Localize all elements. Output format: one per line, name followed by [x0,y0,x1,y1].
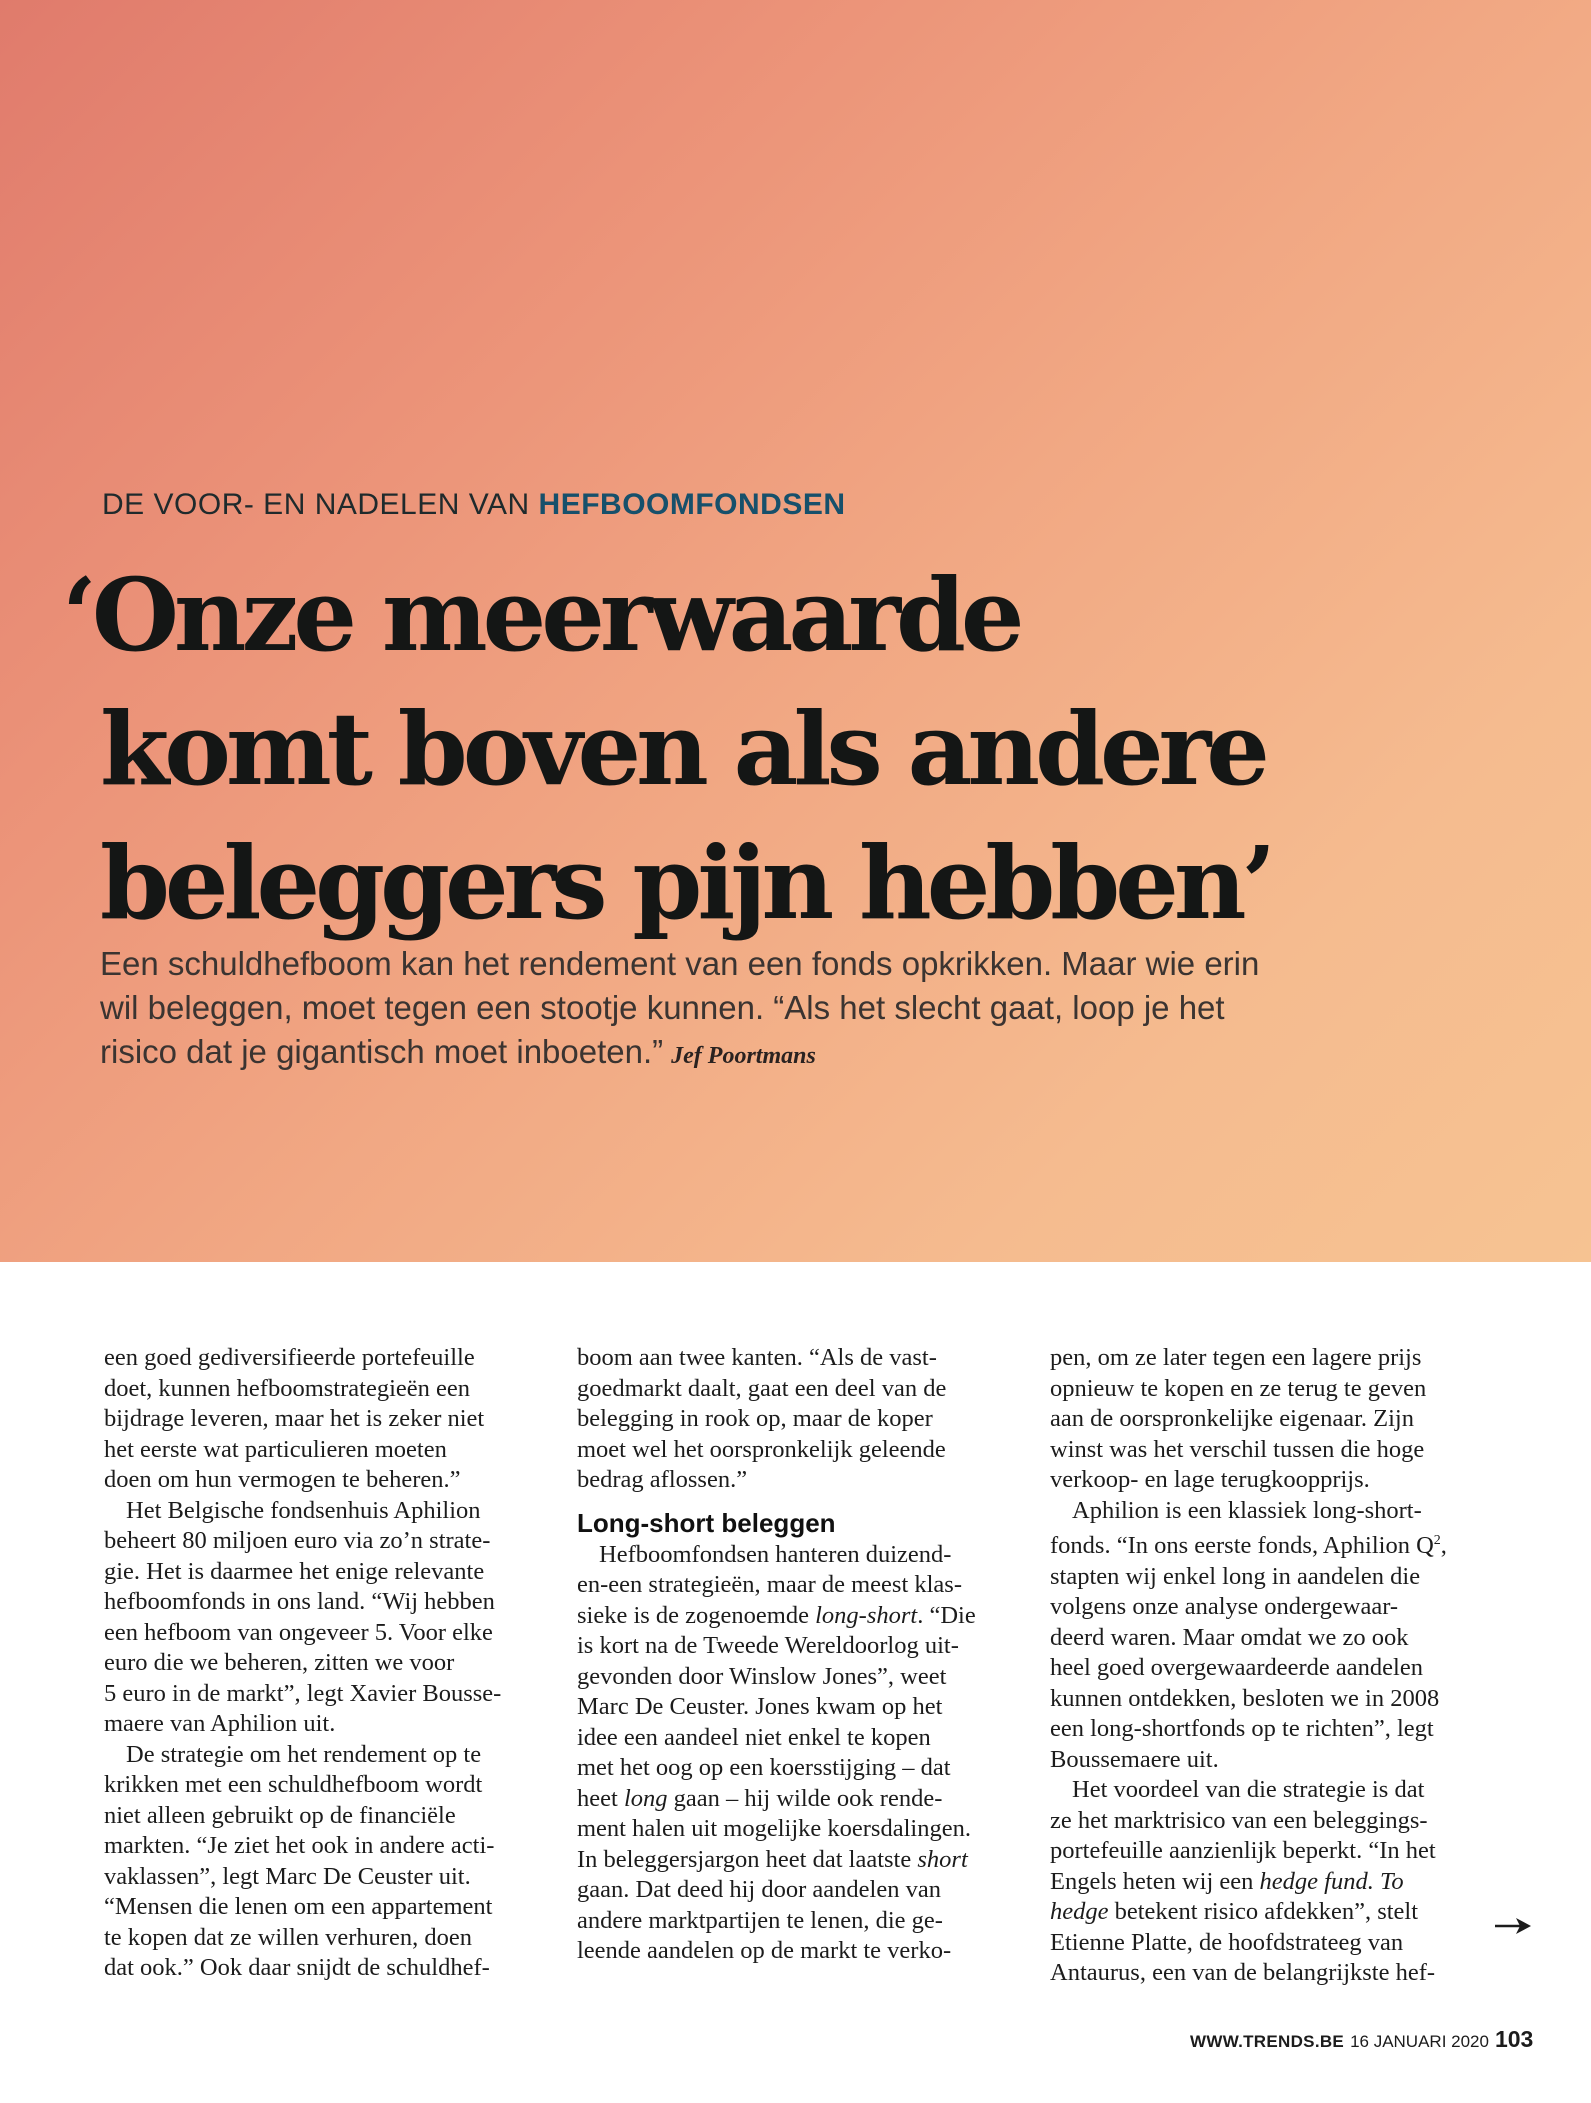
body-line: een hefboom van ongeveer 5. Voor elke [104,1618,493,1646]
body-line [1050,1897,1486,1928]
body-line: Het voordeel van die strategie is dat [1072,1776,1425,1804]
body-line: het eerste wat particulieren moeten [104,1435,447,1463]
body-line: belegging in rook op, maar de koper [577,1405,933,1432]
body-text: gaan – hij wilde ook rende- [667,1784,943,1812]
italic-term: hedge fund. To [1259,1867,1404,1895]
body-line: idee een aandeel niet enkel te kopen [577,1723,931,1751]
body-line: doet, kunnen hefboomstrategieën een [104,1374,471,1402]
body-line: Aphilion is een klassiek long-short- [1072,1496,1422,1524]
body-line: Antaurus, een van de belangrijkste hef- [1050,1959,1436,1987]
body-line: stapten wij enkel long in aandelen die [1050,1562,1421,1590]
body-line: gaan. Dat deed hij door aandelen van [577,1876,941,1903]
headline [62,548,1542,950]
body-line: euro die we beheren, zitten we voor [104,1649,455,1676]
body-line: pen, om ze later tegen een lagere prijs [1050,1344,1422,1371]
kicker-text: DE VOOR- EN NADELEN VAN [102,488,539,521]
standfirst-line-1: Een schuldhefboom kan het rendement van een fonds opkrikken. Maar wie erin [100,945,1260,982]
body-line: te kopen dat ze willen verhuren, doen [104,1923,473,1951]
body-line: leende aandelen op de markt te verko- [577,1937,952,1964]
body-line: een goed gediversifieerde portefeuille [104,1344,475,1371]
body-line: kunnen ontdekken, besloten we in 2008 [1050,1684,1440,1712]
body-line: boom aan twee kanten. “Als de vast- [577,1344,937,1371]
kicker-highlight: HEFBOOMFONDSEN [538,488,846,521]
standfirst-line-3: risico dat je gigantisch moet inboeten.” [100,1033,664,1070]
body-line: niet alleen gebruikt op de financiële [104,1801,456,1829]
body-line: hefboomfonds in ons land. “Wij hebben [104,1588,495,1615]
body-line: De strategie om het rendement op te [126,1740,482,1768]
body-line: vaklassen”, legt Marc De Ceuster uit. [104,1862,471,1890]
body-text: heet [577,1784,624,1812]
body-line: gie. Het is daarmee het enige relevante [104,1557,485,1585]
body-line [577,1601,1013,1632]
body-line: verkoop- en lage terugkoopprijs. [1050,1466,1370,1493]
body-line: 5 euro in de markt”, legt Xavier Bousse- [104,1679,502,1707]
body-text: , [1440,1532,1447,1560]
body-line: volgens onze analyse ondergewaar- [1050,1593,1399,1621]
headline-line-2: komt boven als andere [100,690,1265,808]
italic-term: long [623,1784,668,1812]
page-number: 103 [1494,2026,1534,2052]
body-line [1050,1526,1486,1562]
body-line: ment halen uit mogelijke koersdalingen. [577,1815,971,1842]
arrow-right-icon [1494,1916,1532,1936]
body-line: en-een strategieën, maar de meest klas- [577,1571,963,1598]
body-line: bijdrage leveren, maar het is zeker niet [104,1405,485,1432]
body-line: maere van Aphilion uit. [104,1710,336,1737]
page-footer [1190,2026,1533,2053]
body-text: . “Die [917,1601,976,1629]
body-line: doen om hun vermogen te beheren.” [104,1466,461,1493]
body-line [577,1845,1013,1876]
body-line: Marc De Ceuster. Jones kwam op het [577,1693,943,1720]
body-line: Het Belgische fondsenhuis Aphilion [126,1496,481,1524]
article-column-1 [104,1343,540,1984]
footer-date: 16 JANUARI 2020 [1350,2032,1489,2051]
body-line: “Mensen die lenen om een appartement [104,1893,493,1920]
body-line: krikken met een schuldhefboom wordt [104,1771,483,1798]
body-line [577,1784,1013,1815]
body-line: heel goed overgewaardeerde aandelen [1050,1654,1423,1682]
section-kicker [102,488,846,522]
section-subheading: Long-short beleggen [577,1507,836,1538]
author-byline: Jef Poortmans [671,1043,816,1069]
article-column-3 [1050,1343,1486,1989]
body-text: sieke is de zogenoemde [577,1601,816,1629]
body-line: een long-shortfonds op te richten”, legt [1050,1715,1434,1743]
body-line: opnieuw te kopen en ze terug te geven [1050,1374,1427,1402]
headline-line-1: ‘Onze meerwaarde [62,556,1020,674]
footer-website: WWW.TRENDS.BE [1190,2032,1345,2051]
italic-term: long-short [815,1601,918,1629]
headline-line-3: beleggers pijn hebben’ [100,824,1272,942]
body-line: beheert 80 miljoen euro via zo’n strate- [104,1527,491,1554]
body-line: aan de oorspronkelijke eigenaar. Zijn [1050,1405,1414,1432]
body-line: goedmarkt daalt, gaat een deel van de [577,1374,947,1402]
body-line: andere marktpartijen te lenen, die ge- [577,1906,943,1934]
body-line: moet wel het oorspronkelijk geleende [577,1435,946,1463]
body-text: fonds. “In ons eerste fonds, Aphilion Q [1050,1532,1434,1560]
body-line: portefeuille aanzienlijk beperkt. “In het [1050,1837,1436,1865]
body-text: Engels heten wij een [1050,1867,1260,1895]
body-line: met het oog op een koersstijging – dat [577,1754,951,1781]
body-line: markten. “Je ziet het ook in andere acti- [104,1832,495,1859]
body-line: Hefboomfondsen hanteren duizend- [599,1540,952,1568]
body-line: winst was het verschil tussen die hoge [1050,1435,1425,1463]
body-line: deerd waren. Maar omdat we zo ook [1050,1623,1409,1651]
italic-term: hedge [1050,1898,1109,1926]
body-text: In beleggersjargon heet dat laatste [577,1845,918,1873]
body-line: Boussemaere uit. [1050,1745,1219,1773]
body-line: gevonden door Winslow Jones”, weet [577,1662,947,1690]
standfirst-line-2: wil beleggen, moet tegen een stootje kunnen. “Als het slecht gaat, loop je het [100,989,1225,1026]
body-line: ze het marktrisico van een beleggings- [1050,1806,1428,1834]
article-column-2 [577,1343,1013,1967]
body-line: Etienne Platte, de hoofdstrateeg van [1050,1928,1404,1956]
superscript: 2 [1433,1533,1441,1548]
body-line [1050,1867,1486,1898]
body-line: bedrag aflossen.” [577,1466,748,1493]
italic-term: short [917,1845,968,1873]
body-text: betekent risico afdekken”, stelt [1108,1898,1419,1926]
standfirst [100,942,1400,1078]
body-line: is kort na de Tweede Wereldoorlog uit- [577,1632,959,1659]
body-line: dat ook.” Ook daar snijdt de schuldhef- [104,1954,490,1981]
